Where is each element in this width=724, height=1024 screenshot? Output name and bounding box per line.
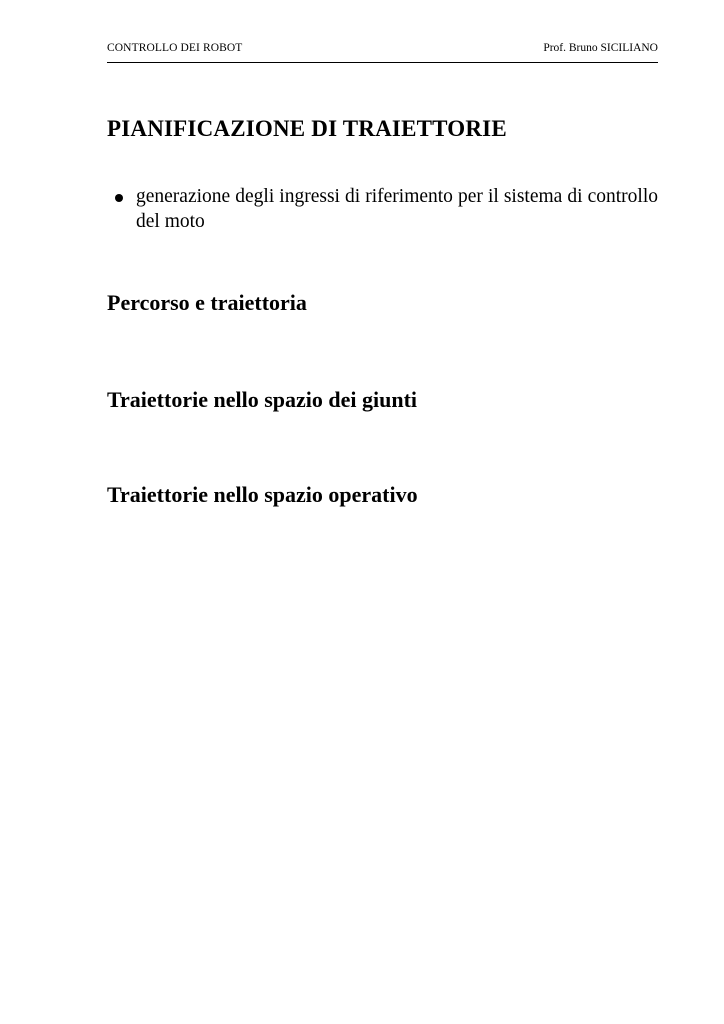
- author-name: Prof. Bruno SICILIANO: [543, 42, 658, 54]
- course-title: CONTROLLO DEI ROBOT: [107, 42, 243, 54]
- bullet-icon: [115, 194, 123, 202]
- section-heading-giunti: Traiettorie nello spazio dei giunti: [107, 387, 418, 412]
- list-item: [107, 184, 658, 234]
- page-header: [107, 40, 658, 63]
- bullet-list: [107, 184, 658, 234]
- section-heading-operativo: Traiettorie nello spazio operativo: [107, 482, 418, 507]
- list-item-text: generazione degli ingressi di riferimento per il sistema di controllo del moto: [136, 186, 658, 232]
- section-heading-percorso: Percorso e traiettoria: [107, 290, 307, 315]
- page-title: PIANIFICAZIONE DI TRAIETTORIE: [107, 116, 507, 141]
